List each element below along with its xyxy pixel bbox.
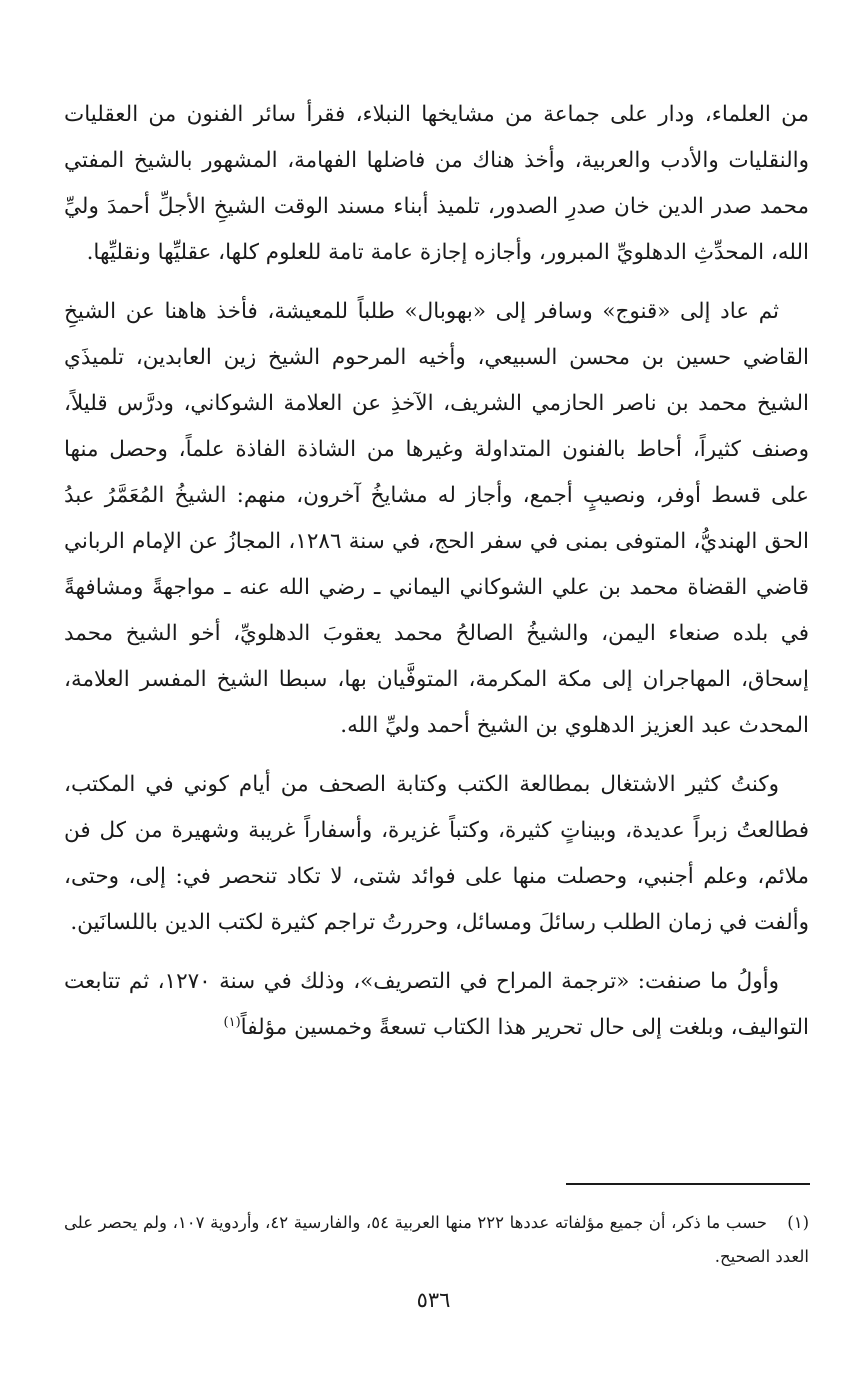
paragraph-2-text: ثم عاد إلى «قنوج» وسافر إلى «بهوبال» طلباً للمعيشة، فأخذ هاهنا عن الشيخِ القاضي حسين بن محسن السبيعي، وأخيه المرحوم الشيخ زين العابدين، تلميذَي الشيخ محمد بن ناصر الحازمي الشريف، الآخذِ عن العلامة الشوكاني، ودرَّس قليلاً، وصنف كثيراً، أحاط بالفنون المتداولة وغيرها من الشاذة الفاذة علماً، وحصل منها على قسط أوفر، ونصيبٍ أجمع، وأجاز له مشايخُ آخرون، منهم: الشيخُ المُعَمَّرُ عبدُ الحق الهنديُّ، المتوفى بمنى في سفر الحج، في سنة ١٢٨٦، المجازُ عن الإمام الرباني قاضي القضاة محمد بن علي الشوكاني اليماني ـ رضي الله عنه ـ مواجهةً ومشافهةً في بلده صنعاء اليمن، والشيخُ الصالحُ محمد يعقوبَ الدهلويِّ، أخو الشيخ محمد إسحاق، المهاجران إلى مكة المكرمة، المتوفَّيان بها، سبطا الشيخ المفسر العلامة، المحدث عبد العزيز الدهلوي بن الشيخ أحمد وليِّ الله.	[64, 299, 809, 738]
paragraph-3-text: وكنتُ كثير الاشتغال بمطالعة الكتب وكتابة الصحف من أيام كوني في المكتب، فطالعتُ زبراً عديدة، وبيناتٍ كثيرة، وكتباً غزيرة، وأسفاراً غريبة وشهيرة من كل فن ملائم، وعلم أجنبي، وحصلت منها على فوائد شتى، لا تكاد تنحصر في: إلى، وحتى، وألفت في زمان الطلب رسائلَ ومسائل، وحررتُ تراجم كثيرة لكتب الدين باللسانَين.	[64, 772, 809, 935]
footnote-text: حسب ما ذكر، أن جميع مؤلفاته عددها ٢٢٢ منها العربية ٥٤، والفارسية ٤٢، وأردوية ١٠٧، ولم يحصر على العدد الصحيح.	[64, 1213, 809, 1266]
paragraph-4-text: وأولُ ما صنفت: «ترجمة المراح في التصريف»، وذلك في سنة ١٢٧٠، ثم تتابعت التواليف، وبلغت إلى حال تحرير هذا الكتاب تسعةً وخمسين مؤلفاً	[64, 969, 809, 1040]
footnotes-section	[64, 1206, 809, 1274]
main-text	[64, 92, 809, 1064]
paragraph-4	[64, 959, 809, 1051]
page-number: ٥٣٦	[416, 1288, 451, 1312]
paragraph-3	[64, 762, 809, 946]
paragraph-1	[64, 92, 809, 276]
footnote-1	[64, 1206, 809, 1274]
paragraph-2	[64, 289, 809, 749]
footnote-marker[interactable]: (١)	[223, 1014, 241, 1030]
footnote-number: (١)	[787, 1213, 809, 1232]
footnote-divider	[566, 1183, 810, 1185]
paragraph-1-text: من العلماء، ودار على جماعة من مشايخها النبلاء، فقرأ سائر الفنون من العقليات والنقليات والأدب والعربية، وأخذ هناك من فاضلها الفهامة، المشهور بالشيخ المفتي محمد صدر الدين خان صدرِ الصدور، تلميذ أبناء مسند الوقت الشيخِ الأجلِّ أحمدَ وليِّ الله، المحدِّثِ الدهلويِّ المبرور، وأجازه إجازة عامة تامة للعلوم كلها، عقليِّها ونقليِّها.	[64, 102, 809, 265]
